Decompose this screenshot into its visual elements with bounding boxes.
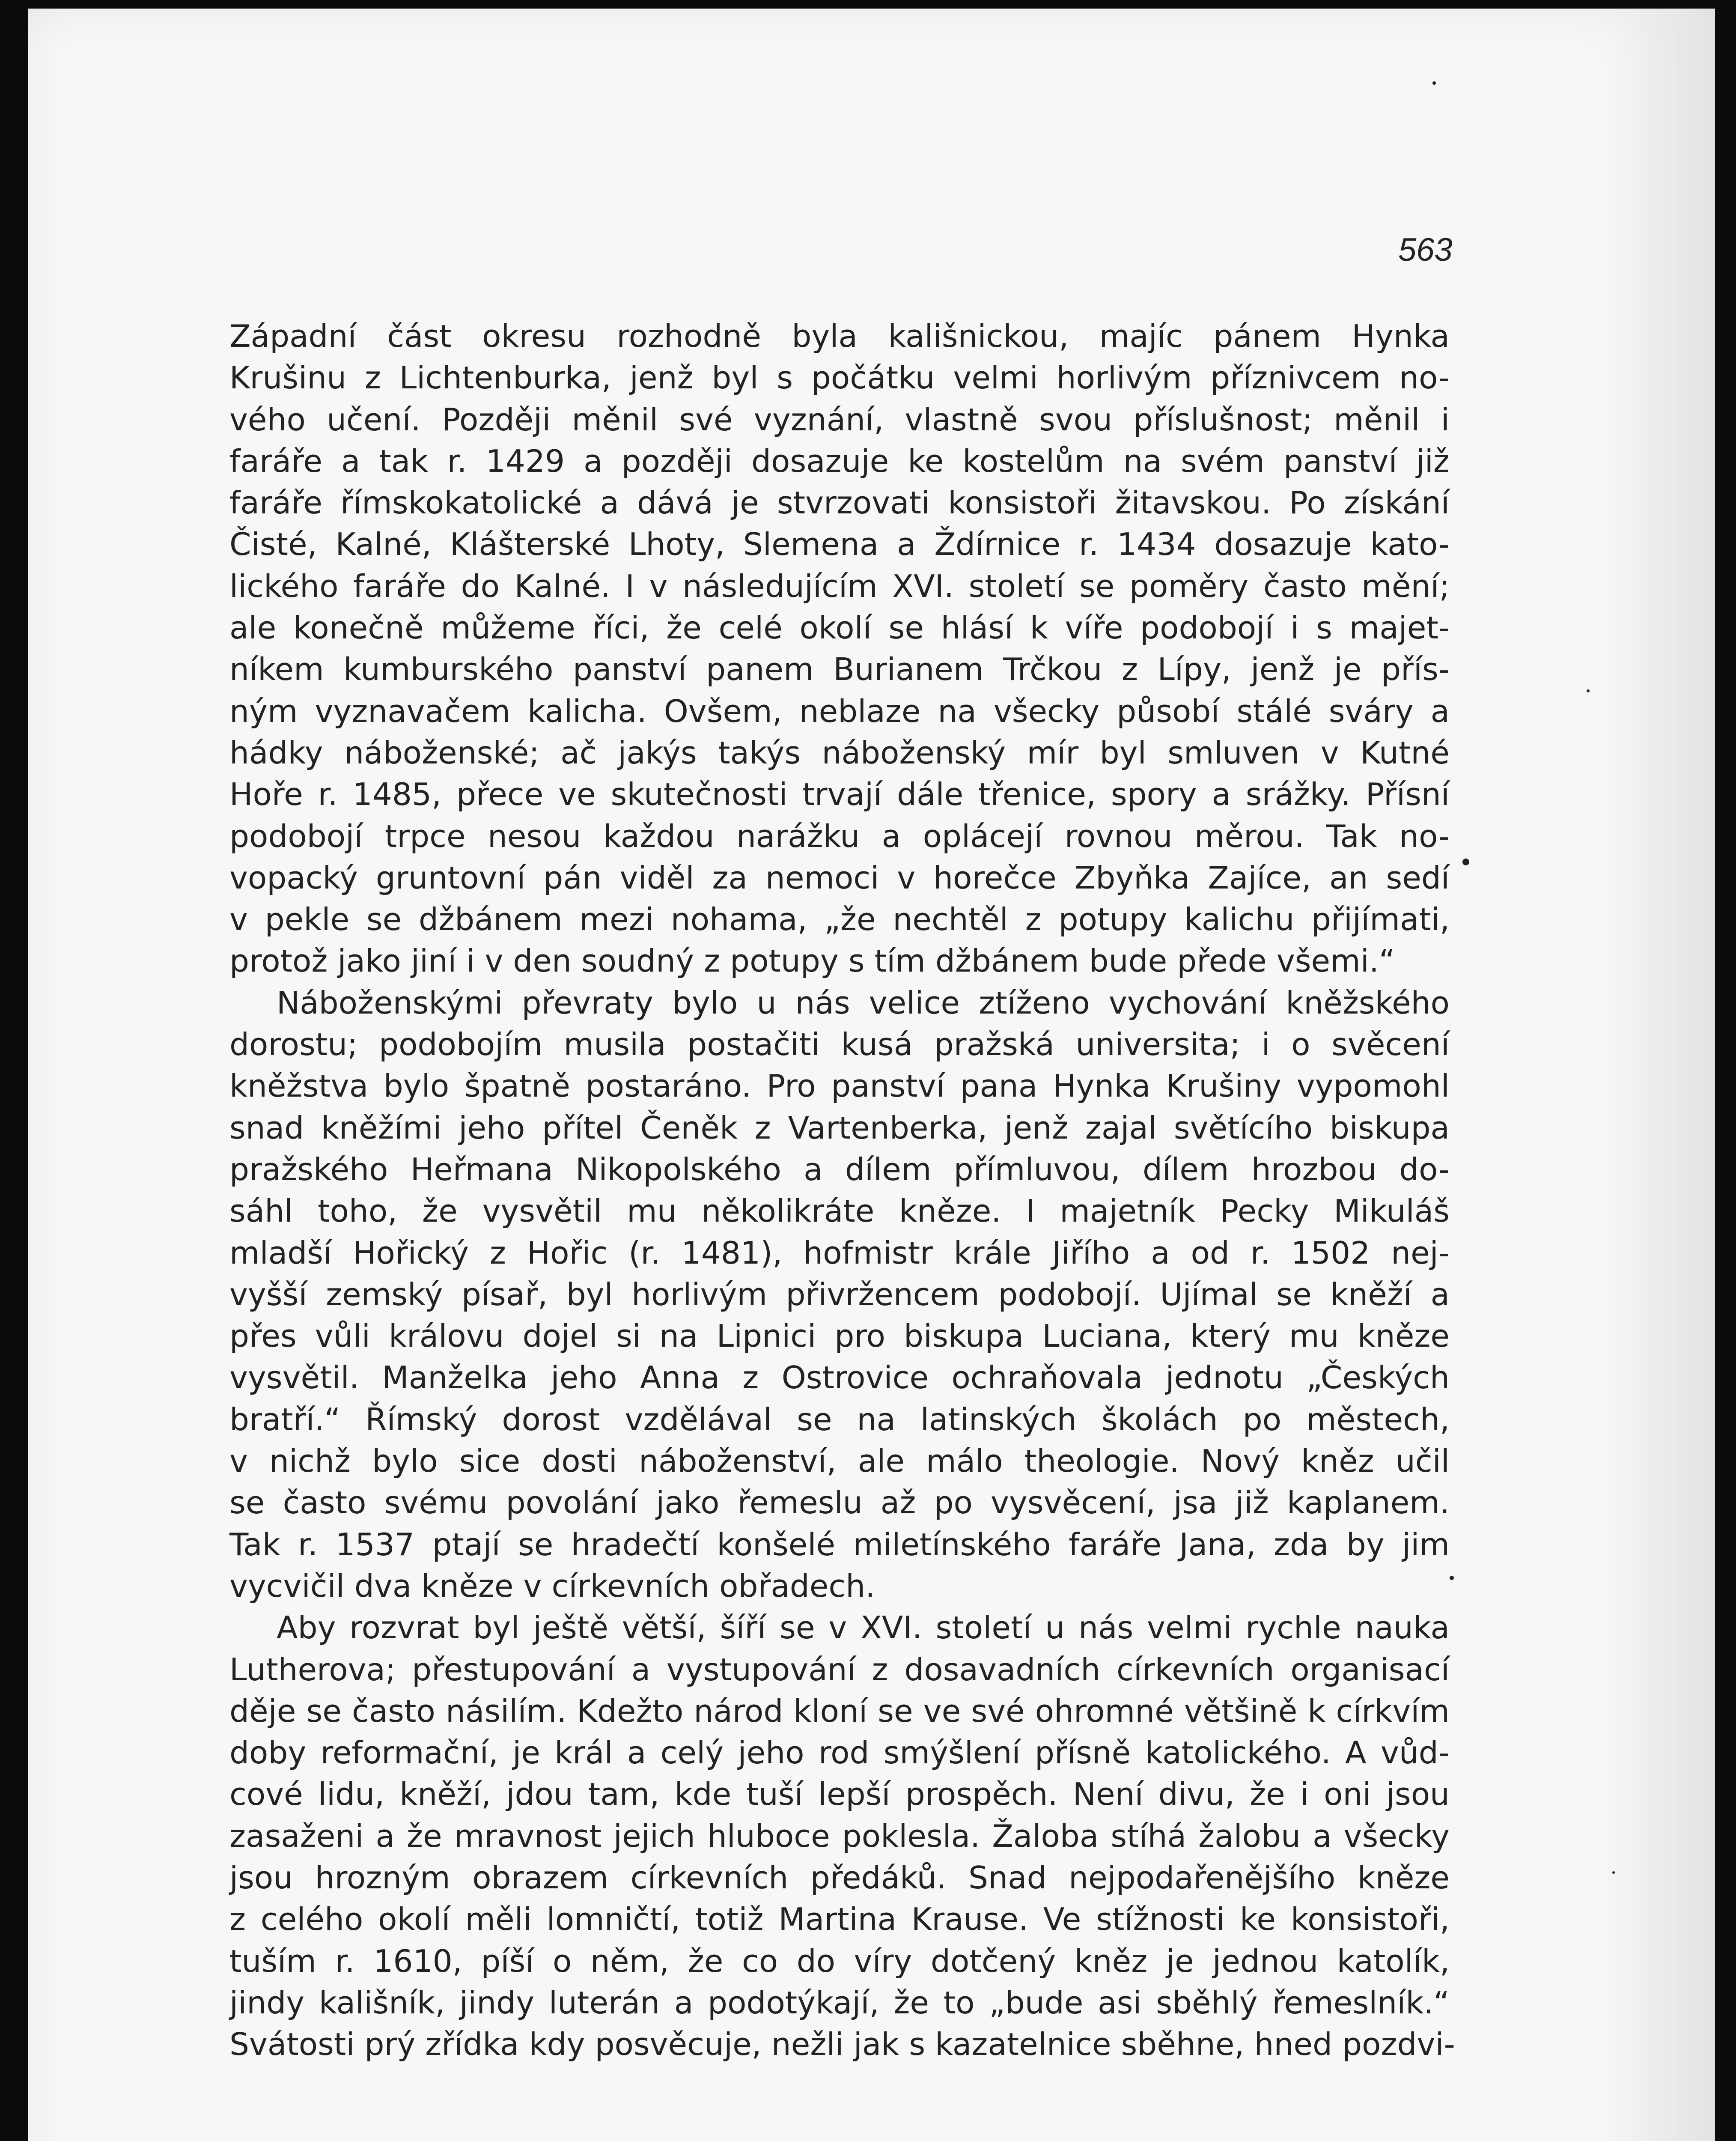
text-line: Čisté, Kalné, Klášterské Lhoty, Slemena a Ždírnice r. 1434 dosazuje kato-: [229, 527, 1450, 563]
text-line: v pekle se džbánem mezi nohama, „že nechtěl z potupy kalichu přijímati,: [229, 902, 1450, 938]
text-line: pražského Heřmana Nikopolského a dílem přímluvou, dílem hrozbou do-: [229, 1151, 1450, 1188]
paragraph: [229, 983, 1450, 1607]
text-line: vysvětil. Manželka jeho Anna z Ostrovice ochraňovala jednotu „Českých: [229, 1360, 1450, 1396]
text-line: Západní část okresu rozhodně byla kališnickou, majíc pánem Hynka: [229, 319, 1450, 355]
text-line: vého učení. Později měnil své vyznání, vlastně svou příslušnost; měnil i: [229, 402, 1450, 438]
text-line: vyšší zemský písař, byl horlivým přivržencem podobojí. Ujímal se kněží a: [229, 1276, 1450, 1313]
text-line: jsou hrozným obrazem církevních předáků. Snad nejpodařenějšího kněze: [229, 1860, 1450, 1896]
text-line: Tak r. 1537 ptají se hradečtí konšelé miletínského faráře Jana, zda by jim: [229, 1527, 1450, 1563]
text-line: Lutherova; přestupování a vystupování z dosavadních církevních organisací: [229, 1652, 1450, 1688]
text-line: vycvičil dva kněze v církevních obřadech.: [229, 1568, 875, 1604]
page-number: 563: [1398, 232, 1453, 268]
text-line: Hoře r. 1485, přece ve skutečnosti trvají dále třenice, spory a srážky. Přísní: [229, 777, 1450, 813]
text-line: faráře a tak r. 1429 a později dosazuje ke kostelům na svém panství již: [229, 443, 1450, 480]
text-line: podobojí trpce nesou každou narážku a oplácejí rovnou měrou. Tak no-: [229, 818, 1450, 855]
text-line: vopacký gruntovní pán viděl za nemoci v horečce Zbyňka Zajíce, an sedí: [229, 860, 1450, 896]
text-line: zasaženi a že mravnost jejich hluboce poklesla. Žaloba stíhá žalobu a všecky: [229, 1818, 1450, 1855]
text-line: Krušinu z Lichtenburka, jenž byl s počátku velmi horlivým příznivcem no-: [229, 360, 1450, 397]
text-line: kněžstva bylo špatně postaráno. Pro panství pana Hynka Krušiny vypomohl: [229, 1068, 1450, 1105]
text-line: tuším r. 1610, píší o něm, že co do víry dotčený kněz je jednou katolík,: [229, 1943, 1450, 1980]
text-line: doby reformační, je král a celý jeho rod smýšlení přísně katolického. A vůd-: [229, 1735, 1450, 1771]
text-line: sáhl toho, že vysvětil mu několikráte kněze. I majetník Pecky Mikuláš: [229, 1193, 1450, 1230]
text-line: jindy kališník, jindy luterán a podotýkají, že to „bude asi sběhlý řemeslník.“: [229, 1985, 1450, 2021]
text-line: faráře římskokatolické a dává je stvrzovati konsistoři žitavskou. Po získání: [229, 485, 1450, 522]
text-line: děje se často násilím. Kdežto národ kloní se ve své ohromné většině k církvím: [229, 1693, 1450, 1729]
text-line: snad kněžími jeho přítel Čeněk z Vartenberka, jenž zajal světícího biskupa: [229, 1110, 1450, 1146]
text-line: dorostu; podobojím musila postačiti kusá pražská universita; i o svěcení: [229, 1027, 1450, 1063]
text-line: cové lidu, kněží, jdou tam, kde tuší lepší prospěch. Není divu, že i oni jsou: [229, 1777, 1450, 1813]
text-line: lického faráře do Kalné. I v následujícím XVI. století se poměry často mění;: [229, 568, 1450, 605]
text-line: v nichž bylo sice dosti náboženství, ale málo theologie. Nový kněz učil: [229, 1443, 1450, 1480]
paragraph: [229, 316, 1450, 983]
text-line: hádky náboženské; ač jakýs takýs náboženský mír byl smluven v Kutné: [229, 735, 1450, 771]
text-line: protož jako jiní i v den soudný z potupy s tím džbánem bude přede všemi.“: [229, 943, 1395, 980]
text-line: Aby rozvrat byl ještě větší, šíří se v XVI. století u nás velmi rychle nauka: [277, 1610, 1450, 1646]
text-line: se často svému povolání jako řemeslu až po vysvěcení, jsa již kaplanem.: [229, 1485, 1450, 1521]
text-line: níkem kumburského panství panem Burianem Trčkou z Lípy, jenž je přís-: [229, 652, 1450, 688]
text-line: mladší Hořický z Hořic (r. 1481), hofmistr krále Jiřího a od r. 1502 nej-: [229, 1235, 1450, 1271]
text-line: bratří.“ Římský dorost vzdělával se na latinských školách po městech,: [229, 1401, 1450, 1438]
text-line: ným vyznavačem kalicha. Ovšem, neblaze na všecky působí stálé sváry a: [229, 693, 1450, 730]
scanned-page: [28, 9, 1715, 2141]
text-line: Náboženskými převraty bylo u nás velice ztíženo vychování kněžského: [277, 985, 1450, 1021]
text-line: ale konečně můžeme říci, že celé okolí se hlásí k víře podobojí i s majet-: [229, 610, 1450, 647]
paragraph: [229, 1607, 1455, 2066]
text-line: z celého okolí měli lomničtí, totiž Martina Krause. Ve stížnosti ke konsistoři,: [229, 1902, 1450, 1938]
text-line: Svátosti prý zřídka kdy posvěcuje, nežli jak s kazatelnice sběhne, hned pozdvi-: [229, 2027, 1455, 2063]
text-line: přes vůli královu dojel si na Lipnici pro biskupa Luciana, který mu kněze: [229, 1318, 1450, 1355]
body-text: [229, 316, 1455, 2066]
